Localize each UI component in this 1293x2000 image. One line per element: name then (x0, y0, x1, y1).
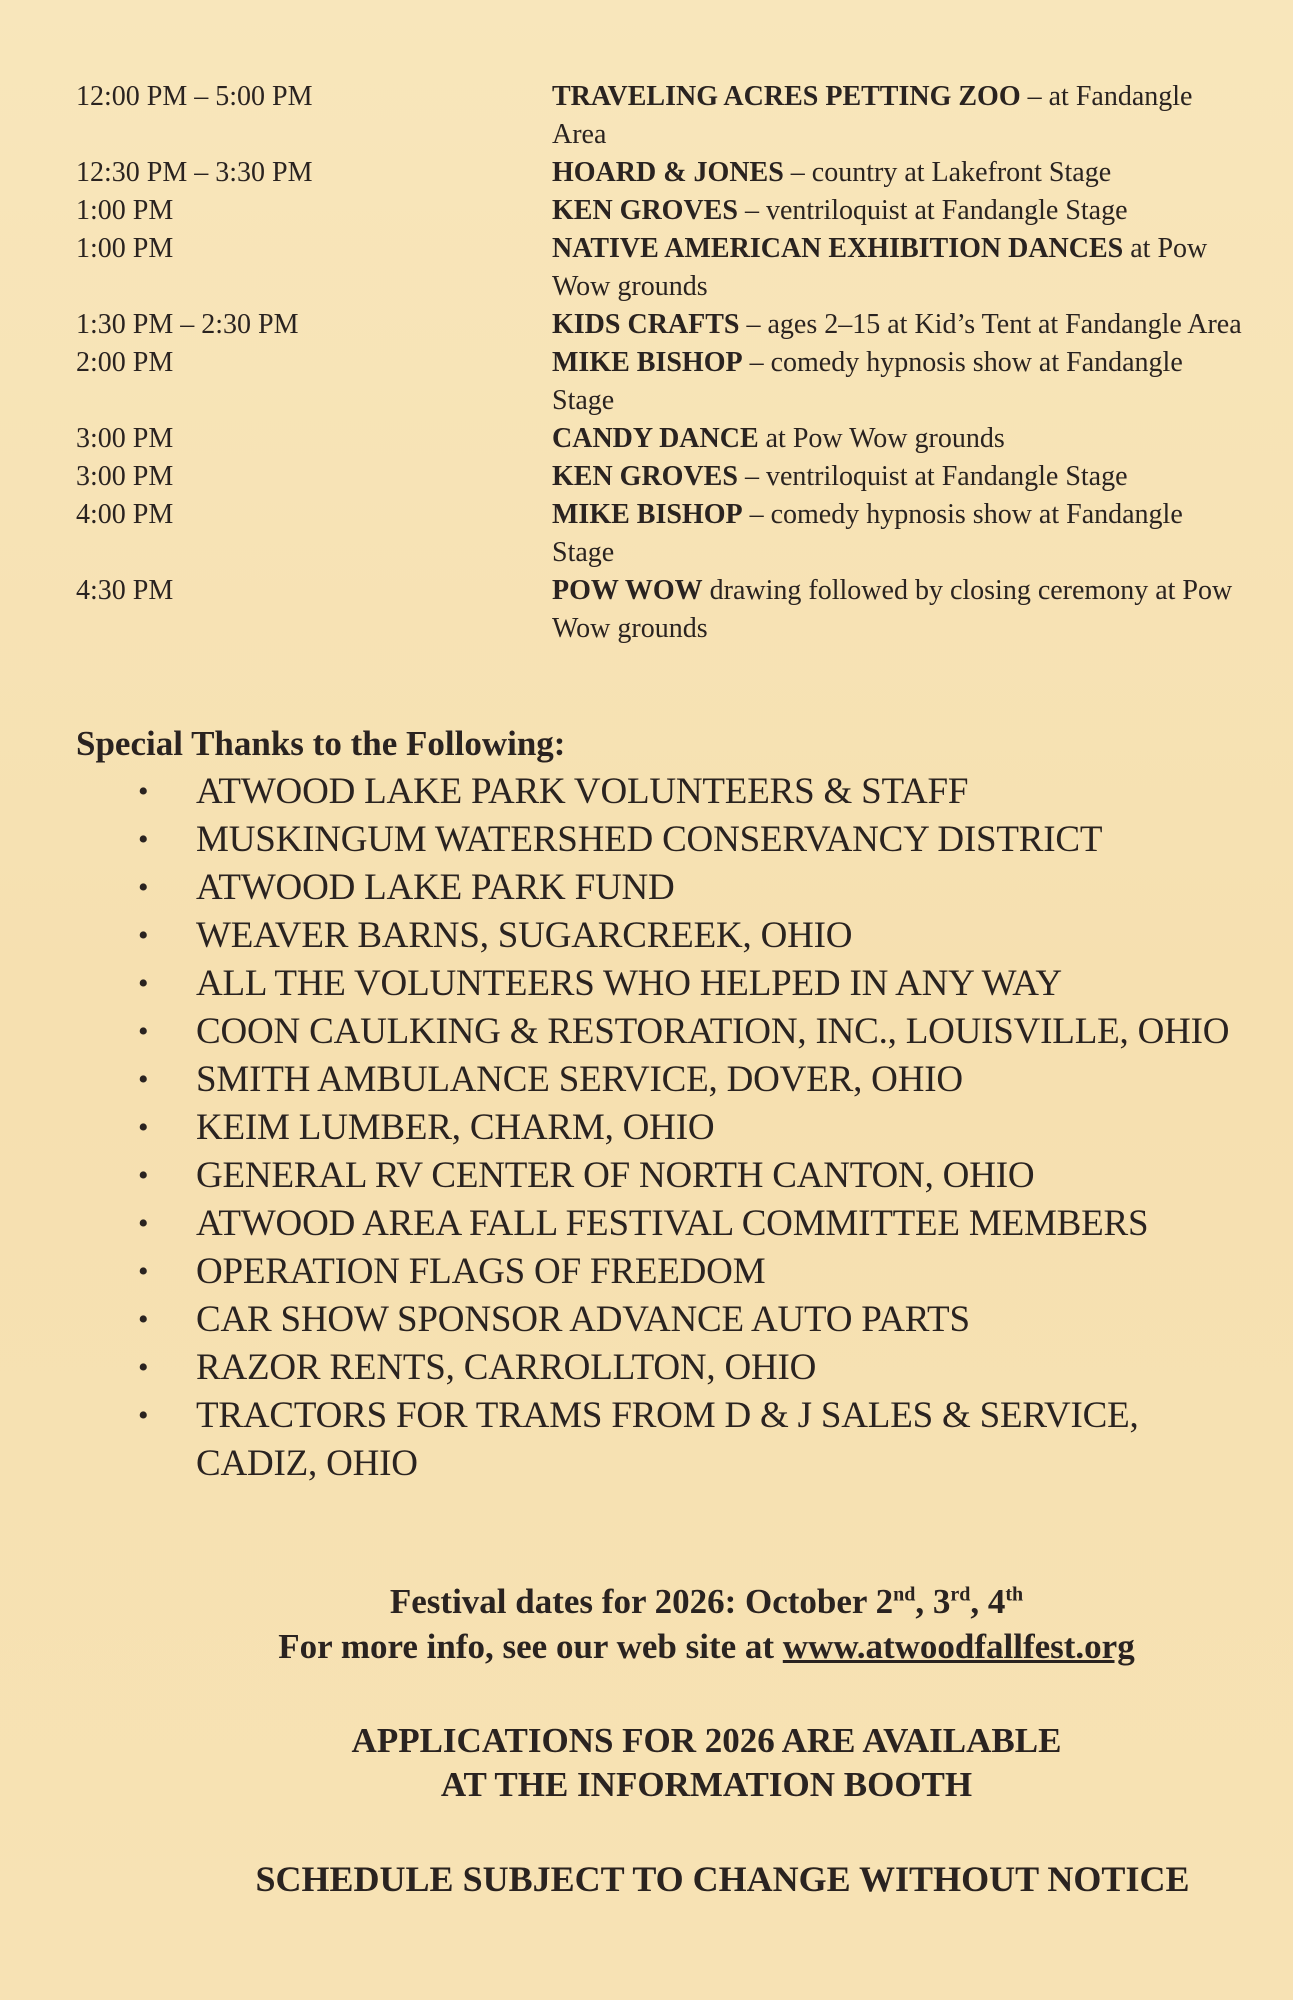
event-time: 1:00 PM (76, 233, 174, 264)
event-description (552, 344, 1246, 420)
event-time: 12:00 PM – 5:00 PM (76, 81, 313, 112)
schedule-row (76, 154, 1246, 192)
event-description (552, 192, 1246, 230)
bullet-icon: • (138, 1255, 149, 1288)
bullet-icon: • (138, 1399, 149, 1432)
thanks-item: TRACTORS FOR TRAMS FROM D & J SALES & SERVICE, CADIZ, OHIO (196, 1395, 1139, 1484)
dates-text: , 3 (915, 1582, 951, 1621)
event-time: 2:00 PM (76, 347, 174, 378)
event-description (552, 230, 1246, 306)
event-time: 1:00 PM (76, 195, 174, 226)
ordinal-suffix: rd (950, 1583, 971, 1606)
thanks-item: ATWOOD LAKE PARK VOLUNTEERS & STAFF (196, 771, 969, 812)
bullet-icon: • (138, 871, 149, 904)
more-info-line (60, 1625, 1293, 1669)
applications-line-1: APPLICATIONS FOR 2026 ARE AVAILABLE (351, 1721, 1062, 1760)
event-name: CANDY DANCE (552, 423, 759, 454)
event-detail: – ventriloquist at Fandangle Stage (737, 195, 1128, 226)
schedule-notice: SCHEDULE SUBJECT TO CHANGE WITHOUT NOTICE (255, 1859, 1190, 1899)
bullet-icon: • (138, 1015, 149, 1048)
thanks-item: KEIM LUMBER, CHARM, OHIO (196, 1107, 715, 1148)
list-item (136, 768, 1256, 816)
festival-dates (60, 1580, 1293, 1624)
list-item (136, 1104, 1256, 1152)
thanks-item: RAZOR RENTS, CARROLLTON, OHIO (196, 1347, 817, 1388)
event-schedule (76, 78, 1246, 648)
event-time: 1:30 PM – 2:30 PM (76, 309, 299, 340)
thanks-item: ATWOOD AREA FALL FESTIVAL COMMITTEE MEMBERS (196, 1203, 1149, 1244)
list-item (136, 1392, 1256, 1488)
event-detail: – comedy hypnosis show at Fandangle Stage (552, 499, 1183, 568)
list-item (136, 1248, 1256, 1296)
list-item (136, 1296, 1256, 1344)
bullet-icon: • (138, 919, 149, 952)
list-item (136, 1152, 1256, 1200)
list-item (136, 912, 1256, 960)
event-name: POW WOW (552, 575, 703, 606)
thanks-item: SMITH AMBULANCE SERVICE, DOVER, OHIO (196, 1059, 963, 1100)
event-detail: – at Fandangle Area (552, 81, 1193, 150)
event-detail: at Pow Wow grounds (758, 423, 1005, 454)
event-name: TRAVELING ACRES PETTING ZOO (552, 81, 1021, 112)
special-thanks-heading: Special Thanks to the Following: (76, 724, 566, 763)
thanks-item: MUSKINGUM WATERSHED CONSERVANCY DISTRICT (196, 819, 1103, 860)
event-detail: – ages 2–15 at Kid’s Tent at Fandangle Area (739, 309, 1242, 340)
event-description (552, 78, 1246, 154)
bullet-icon: • (138, 775, 149, 808)
list-item (136, 864, 1256, 912)
schedule-row (76, 230, 1246, 306)
event-time: 3:00 PM (76, 461, 174, 492)
event-description (552, 154, 1246, 192)
website-link[interactable]: www.atwoodfallfest.org (782, 1627, 1135, 1666)
event-description (552, 572, 1246, 648)
event-name: KEN GROVES (552, 461, 738, 492)
list-item (136, 1056, 1256, 1104)
info-text: For more info, see our web site at (278, 1627, 783, 1666)
thanks-item: OPERATION FLAGS OF FREEDOM (196, 1251, 766, 1292)
ordinal-suffix: th (1005, 1583, 1024, 1606)
event-detail: – comedy hypnosis show at Fandangle Stage (552, 347, 1183, 416)
event-detail: at Pow Wow grounds (552, 233, 1208, 302)
bullet-icon: • (138, 1111, 149, 1144)
event-description (552, 458, 1246, 496)
thanks-item: ALL THE VOLUNTEERS WHO HELPED IN ANY WAY (196, 963, 1062, 1004)
event-name: HOARD & JONES (552, 157, 784, 188)
bullet-icon: • (138, 1159, 149, 1192)
schedule-row (76, 420, 1246, 458)
thanks-item: GENERAL RV CENTER OF NORTH CANTON, OHIO (196, 1155, 1035, 1196)
thanks-item: COON CAULKING & RESTORATION, INC., LOUISVILLE, OHIO (196, 1011, 1230, 1052)
event-name: KIDS CRAFTS (552, 309, 740, 340)
dates-text: , 4 (970, 1582, 1006, 1621)
event-time: 3:00 PM (76, 423, 174, 454)
schedule-row (76, 496, 1246, 572)
event-description (552, 496, 1246, 572)
thanks-item: WEAVER BARNS, SUGARCREEK, OHIO (196, 915, 853, 956)
event-name: KEN GROVES (552, 195, 738, 226)
event-time: 12:30 PM – 3:30 PM (76, 157, 313, 188)
schedule-row (76, 572, 1246, 648)
event-description (552, 306, 1246, 344)
schedule-row (76, 192, 1246, 230)
bullet-icon: • (138, 967, 149, 1000)
dates-text: Festival dates for 2026: October 2 (389, 1582, 894, 1621)
event-description (552, 420, 1246, 458)
event-detail: – ventriloquist at Fandangle Stage (737, 461, 1128, 492)
event-name: MIKE BISHOP (552, 347, 743, 378)
list-item (136, 1008, 1256, 1056)
bullet-icon: • (138, 1351, 149, 1384)
bullet-icon: • (138, 1063, 149, 1096)
event-time: 4:00 PM (76, 499, 174, 530)
schedule-row (76, 458, 1246, 496)
thanks-list (136, 768, 1256, 1488)
bullet-icon: • (138, 1303, 149, 1336)
list-item (136, 816, 1256, 864)
event-name: MIKE BISHOP (552, 499, 743, 530)
schedule-row (76, 78, 1246, 154)
list-item (136, 1344, 1256, 1392)
ordinal-suffix: nd (893, 1583, 916, 1606)
bullet-icon: • (138, 1207, 149, 1240)
thanks-item: CAR SHOW SPONSOR ADVANCE AUTO PARTS (196, 1299, 970, 1340)
event-detail: – country at Lakefront Stage (783, 157, 1112, 188)
thanks-item: ATWOOD LAKE PARK FUND (196, 867, 675, 908)
list-item (136, 960, 1256, 1008)
bullet-icon: • (138, 823, 149, 856)
schedule-row (76, 306, 1246, 344)
list-item (136, 1200, 1256, 1248)
applications-line-2: AT THE INFORMATION BOOTH (440, 1765, 973, 1804)
event-time: 4:30 PM (76, 575, 174, 606)
event-detail: drawing followed by closing ceremony at Pow Wow grounds (552, 575, 1233, 644)
schedule-row (76, 344, 1246, 420)
event-name: NATIVE AMERICAN EXHIBITION DANCES (552, 233, 1124, 264)
